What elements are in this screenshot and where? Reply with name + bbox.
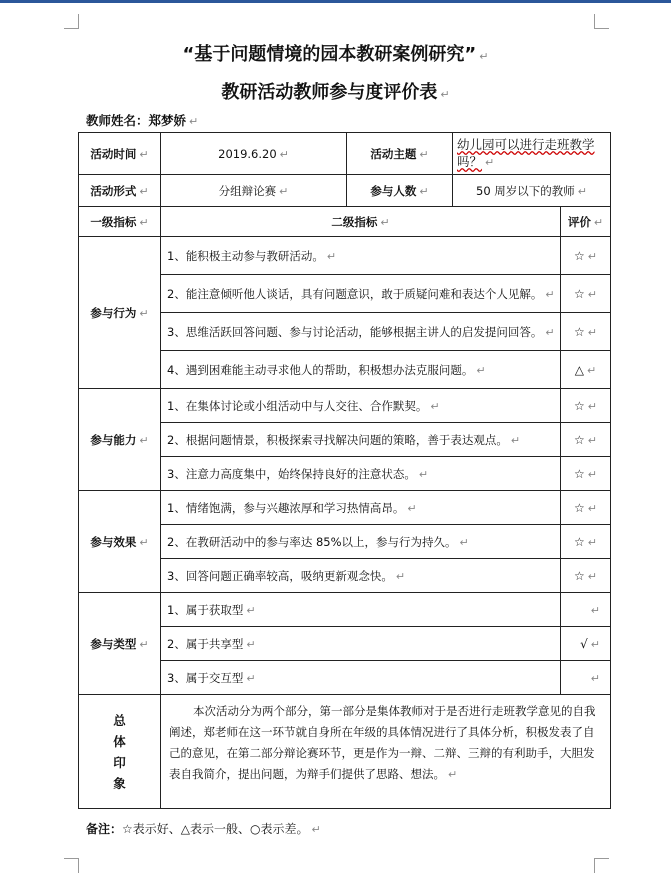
header-rating[interactable]: 评价 ↵ xyxy=(561,207,611,237)
criterion-item[interactable]: 1、情绪饱满，参与兴趣浓厚和学习热情高昂。 ↵ xyxy=(161,491,561,525)
rating-cell[interactable]: ☆ ↵ xyxy=(561,559,611,593)
header-level2[interactable]: 二级指标 ↵ xyxy=(161,207,561,237)
criterion-item[interactable]: 4、遇到困难能主动寻求他人的帮助，积极想办法克服问题。 ↵ xyxy=(161,351,561,389)
legend-note[interactable]: 备注：☆表示好、△表示一般、○表示差。 ↵ xyxy=(86,822,321,836)
rating-cell[interactable]: ↵ xyxy=(561,661,611,695)
activity-time-label[interactable]: 活动时间 ↵ xyxy=(79,133,161,175)
rating-cell[interactable]: ☆ ↵ xyxy=(561,275,611,313)
document-subtitle[interactable]: 教研活动教师参与度评价表 ↵ xyxy=(221,82,450,103)
rating-cell[interactable]: ↵ xyxy=(561,593,611,627)
crop-mark-top-left xyxy=(64,14,79,29)
participant-count-value[interactable]: 50 周岁以下的教师 ↵ xyxy=(453,175,611,207)
rating-cell[interactable]: ☆ ↵ xyxy=(561,237,611,275)
criterion-item[interactable]: 2、能注意倾听他人谈话，具有问题意识，敢于质疑问难和表达个人见解。 ↵ xyxy=(161,275,561,313)
document-title[interactable]: “基于问题情境的园本教研案例研究” ↵ xyxy=(182,44,489,65)
activity-theme-value[interactable]: 幼儿园可以进行走班教学吗？ ↵ xyxy=(453,133,611,175)
rating-cell[interactable]: ☆ ↵ xyxy=(561,313,611,351)
criterion-item[interactable]: 3、注意力高度集中，始终保持良好的注意状态。 ↵ xyxy=(161,457,561,491)
group-label-type[interactable]: 参与类型 ↵ xyxy=(79,593,161,695)
criterion-item[interactable]: 2、在教研活动中的参与率达 85%以上，参与行为持久。 ↵ xyxy=(161,525,561,559)
criterion-item[interactable]: 2、属于共享型 ↵ xyxy=(161,627,561,661)
summary-label[interactable]: 总 体 印 象 xyxy=(79,695,161,809)
rating-cell[interactable]: ☆ ↵ xyxy=(561,389,611,423)
criterion-item[interactable]: 1、能积极主动参与教研活动。 ↵ xyxy=(161,237,561,275)
rating-cell[interactable]: √ ↵ xyxy=(561,627,611,661)
crop-mark-top-right xyxy=(594,14,609,29)
summary-text[interactable]: 本次活动分为两个部分，第一部分是集体教师对于是否进行走班教学意见的自我阐述，郑老师在这一环节就自身所在年级的具体情况进行了具体分析，积极发表了自己的意见，在第二部分辩论赛环节，更是作为一辩、二辩、三辩的有利助手，大胆发表自我简介，提出问题，为辩手们提供了思路、想法。 ↵ xyxy=(161,695,611,809)
group-label-ability[interactable]: 参与能力 ↵ xyxy=(79,389,161,491)
teacher-name: 郑梦娇 xyxy=(148,113,187,128)
crop-mark-bottom-right xyxy=(594,858,609,873)
activity-theme-label[interactable]: 活动主题 ↵ xyxy=(347,133,453,175)
criterion-item[interactable]: 1、属于获取型 ↵ xyxy=(161,593,561,627)
rating-cell[interactable]: ☆ ↵ xyxy=(561,423,611,457)
evaluation-table xyxy=(78,132,611,809)
rating-cell[interactable]: ☆ ↵ xyxy=(561,457,611,491)
criterion-item[interactable]: 2、根据问题情景，积极探索寻找解决问题的策略，善于表达观点。 ↵ xyxy=(161,423,561,457)
criterion-item[interactable]: 1、在集体讨论或小组活动中与人交往、合作默契。 ↵ xyxy=(161,389,561,423)
teacher-name-line[interactable]: 教师姓名：郑梦娇 ↵ xyxy=(86,113,199,128)
criterion-item[interactable]: 3、回答问题正确率较高，吸纳更新观念快。 ↵ xyxy=(161,559,561,593)
header-level1[interactable]: 一级指标 ↵ xyxy=(79,207,161,237)
rating-cell[interactable]: △ ↵ xyxy=(561,351,611,389)
activity-form-value[interactable]: 分组辩论赛 ↵ xyxy=(161,175,347,207)
participant-count-label[interactable]: 参与人数 ↵ xyxy=(347,175,453,207)
group-label-effect[interactable]: 参与效果 ↵ xyxy=(79,491,161,593)
criterion-item[interactable]: 3、思维活跃回答问题、参与讨论活动，能够根据主讲人的启发提问回答。 ↵ xyxy=(161,313,561,351)
group-label-behavior[interactable]: 参与行为 ↵ xyxy=(79,237,161,389)
window-top-accent xyxy=(0,0,671,3)
criterion-item[interactable]: 3、属于交互型 ↵ xyxy=(161,661,561,695)
rating-cell[interactable]: ☆ ↵ xyxy=(561,525,611,559)
activity-time-value[interactable]: 2019.6.20 ↵ xyxy=(161,133,347,175)
activity-form-label[interactable]: 活动形式 ↵ xyxy=(79,175,161,207)
crop-mark-bottom-left xyxy=(64,858,79,873)
rating-cell[interactable]: ☆ ↵ xyxy=(561,491,611,525)
